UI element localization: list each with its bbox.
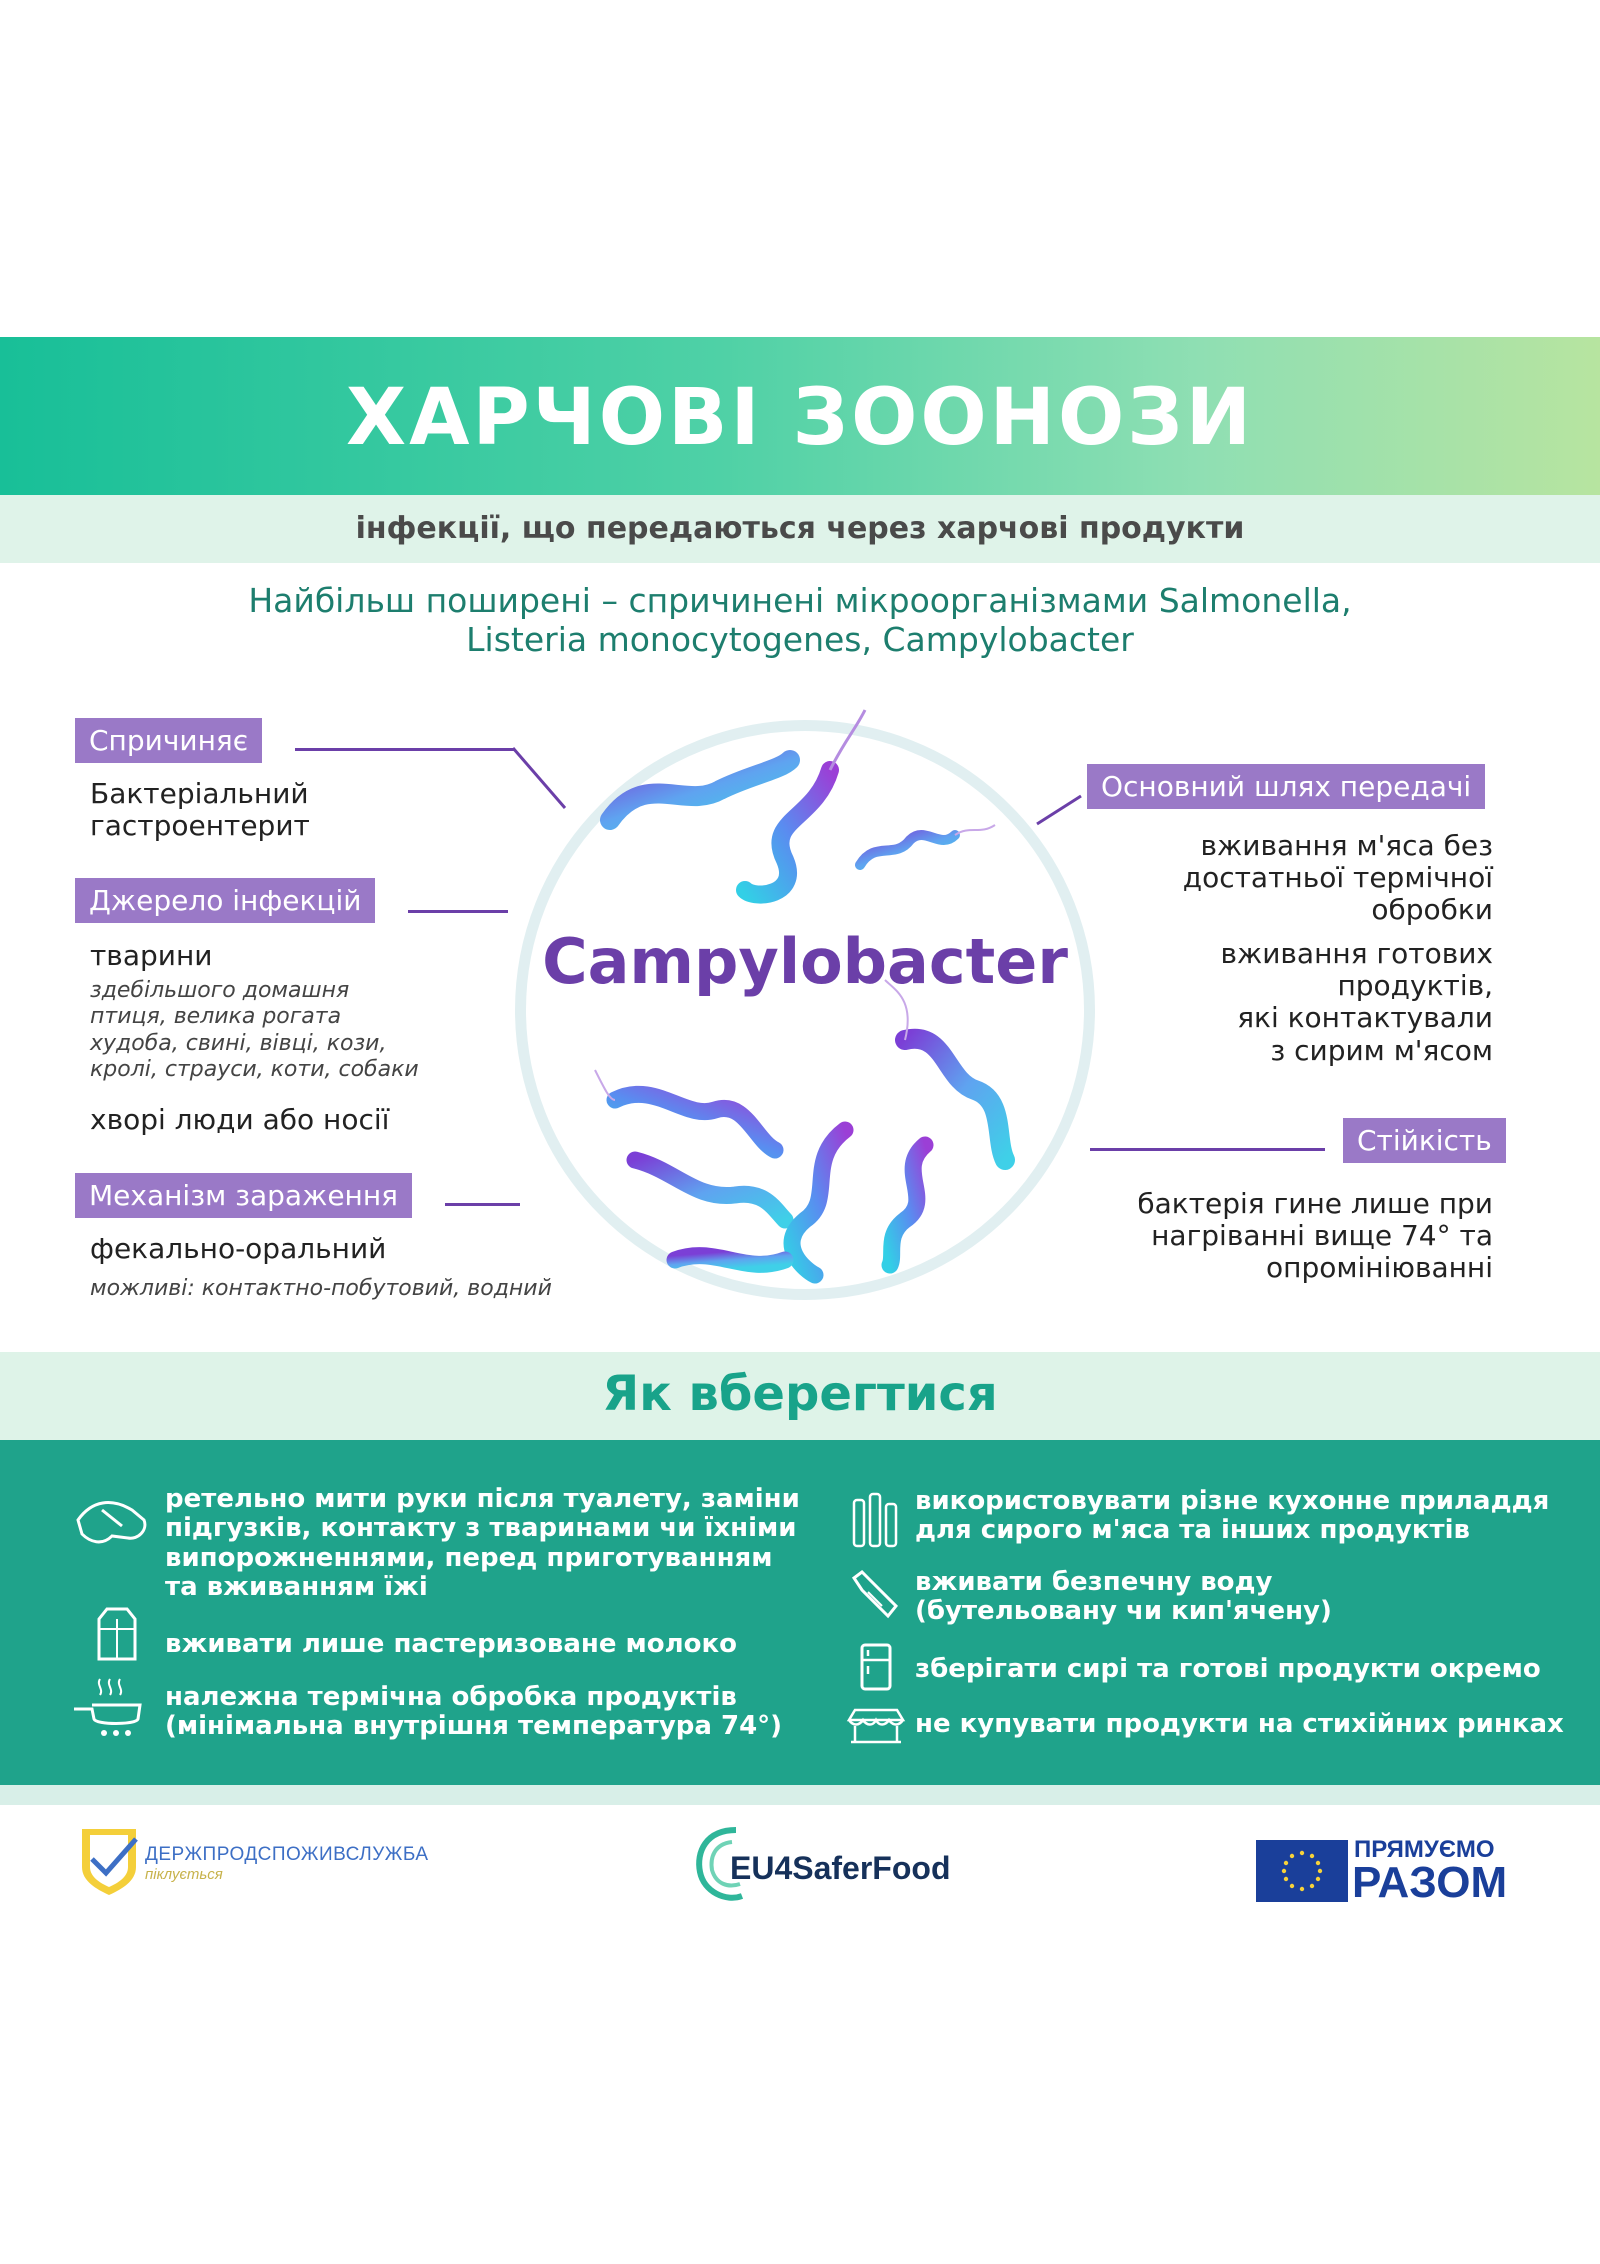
mechanism-main: фекально-оральний (90, 1232, 387, 1265)
route-tag: Основний шлях передачі (1087, 764, 1485, 809)
source-detail-line: здебільшого домашня (90, 978, 350, 1003)
bacterium-6 (792, 1130, 845, 1275)
bacteria-illustration (515, 700, 1115, 1320)
tip-line: належна термічна обробка продуктів (165, 1682, 737, 1712)
resistance-tag: Стійкість (1343, 1118, 1506, 1163)
bacterium-9 (675, 1256, 785, 1265)
title-band (0, 337, 1600, 495)
tip-water (915, 1568, 1332, 1627)
tip-utensils (915, 1487, 1549, 1546)
eu-flag-logo (1256, 1840, 1348, 1902)
tip-milk: вживати лише пастеризоване молоко (165, 1629, 738, 1659)
tip-line: (бутельовану чи кип'ячену) (915, 1596, 1332, 1627)
resistance-line: нагріванні вище 74° та (1151, 1219, 1493, 1253)
tip-line: ретельно мити руки після туалету, заміни (165, 1484, 800, 1514)
hand-wash-icon (72, 1490, 152, 1552)
tip-line: для сирого м'яса та інших продуктів (915, 1515, 1470, 1546)
mechanism-connector (445, 1203, 520, 1206)
source-detail-line: птиця, велика рогата (90, 1004, 342, 1030)
tip-cooking (165, 1683, 782, 1742)
kitchen-utensils-icon (850, 1490, 900, 1550)
tip-line: (мінімальна внутрішня температура 74°) (165, 1711, 783, 1742)
bacterium-2 (745, 770, 830, 895)
resistance-connector (1090, 1148, 1325, 1151)
cause-tag: Спричиняє (75, 718, 262, 763)
tip-market: не купувати продукти на стихійних ринках (915, 1709, 1564, 1739)
bacterium-5 (635, 1160, 785, 1220)
source-tag: Джерело інфекцій (75, 878, 375, 923)
page-subtitle: інфекції, що передаються через харчові продукти (355, 511, 1245, 546)
source-detail-line: худоба, свині, вівці, кози, (90, 1030, 387, 1056)
page-title: ХАРЧОВІ ЗООНОЗИ (346, 373, 1254, 463)
route-connector (1035, 792, 1085, 826)
source-detail (90, 978, 419, 1084)
bacterium-8 (890, 1145, 925, 1265)
resistance-line: бактерія гине лише при (1137, 1187, 1493, 1220)
cause-connector (295, 748, 515, 751)
tip-line: використовувати різне кухонне приладдя (915, 1486, 1550, 1516)
route-text-2 (1221, 938, 1494, 1067)
route-line: вживання готових (1220, 937, 1493, 970)
route-text-1 (1183, 830, 1493, 927)
bacterium-1 (610, 760, 790, 820)
cause-connector-diag (510, 746, 570, 812)
tip-line: підгузків, контакту з тваринами чи їхніми (165, 1513, 797, 1544)
source-connector (408, 910, 508, 913)
mechanism-tag: Механізм зараження (75, 1173, 412, 1218)
subtitle-band (0, 495, 1600, 563)
route-line: які контактували (1237, 1001, 1493, 1035)
dps-shield-logo (78, 1825, 140, 1897)
bacterium-3 (860, 835, 955, 865)
route-line: з сирим м'ясом (1270, 1033, 1493, 1067)
prevention-title: Як вберегтися (602, 1366, 998, 1422)
tip-hand-wash (165, 1485, 800, 1603)
dps-logo-sub: піклується (145, 1866, 223, 1883)
source-detail-line: кролі, страуси, коти, собаки (90, 1057, 419, 1083)
prevention-band (0, 1352, 1600, 1440)
resistance-text (1137, 1188, 1493, 1285)
milk-carton-icon (93, 1605, 141, 1663)
mechanism-detail: можливі: контактно-побутовий, водний (90, 1276, 552, 1301)
route-line: обробки (1371, 893, 1493, 927)
resistance-line: опромініюванні (1266, 1251, 1493, 1285)
source-main: тварини (90, 939, 213, 972)
route-line: достатньої термічної (1182, 861, 1493, 895)
cause-text-line: гастроентерит (90, 809, 310, 843)
intro-text (200, 582, 1400, 660)
market-stall-icon (845, 1706, 907, 1746)
tip-line: випорожненнями, перед приготуванням (165, 1542, 773, 1573)
route-line: вживання м'яса без (1200, 829, 1493, 862)
cause-text-line: Бактеріальний (90, 777, 309, 810)
source-extra: хворі люди або носії (90, 1103, 390, 1136)
tip-line: вживати безпечну воду (915, 1567, 1273, 1597)
eu-logo-bottom: РАЗОМ (1352, 1858, 1508, 1907)
bacterium-4 (615, 1094, 775, 1150)
dps-logo-name: ДЕРЖПРОДСПОЖИВСЛУЖБА (145, 1844, 429, 1865)
eu4saferfood-logo-text: EU4SaferFood (730, 1850, 951, 1886)
intro-line-2: Listeria monocytogenes, Campylobacter (466, 619, 1134, 659)
cooking-pan-icon (70, 1675, 150, 1741)
eu-logo-top: ПРЯМУЄМО (1354, 1836, 1495, 1863)
cause-text (90, 778, 310, 842)
water-bottle-icon (848, 1568, 904, 1622)
route-line: продуктів, (1337, 969, 1493, 1003)
center-label: Campylobacter (542, 925, 1068, 998)
separator-band (0, 1785, 1600, 1805)
tip-storage: зберігати сирі та готові продукти окремо (915, 1654, 1541, 1684)
tip-line: та вживанням їжі (165, 1572, 428, 1603)
fridge-icon (858, 1642, 894, 1692)
flagellum (830, 710, 865, 770)
intro-line-1: Найбільш поширені – спричинені мікроорганізмами Salmonella, (248, 581, 1352, 620)
